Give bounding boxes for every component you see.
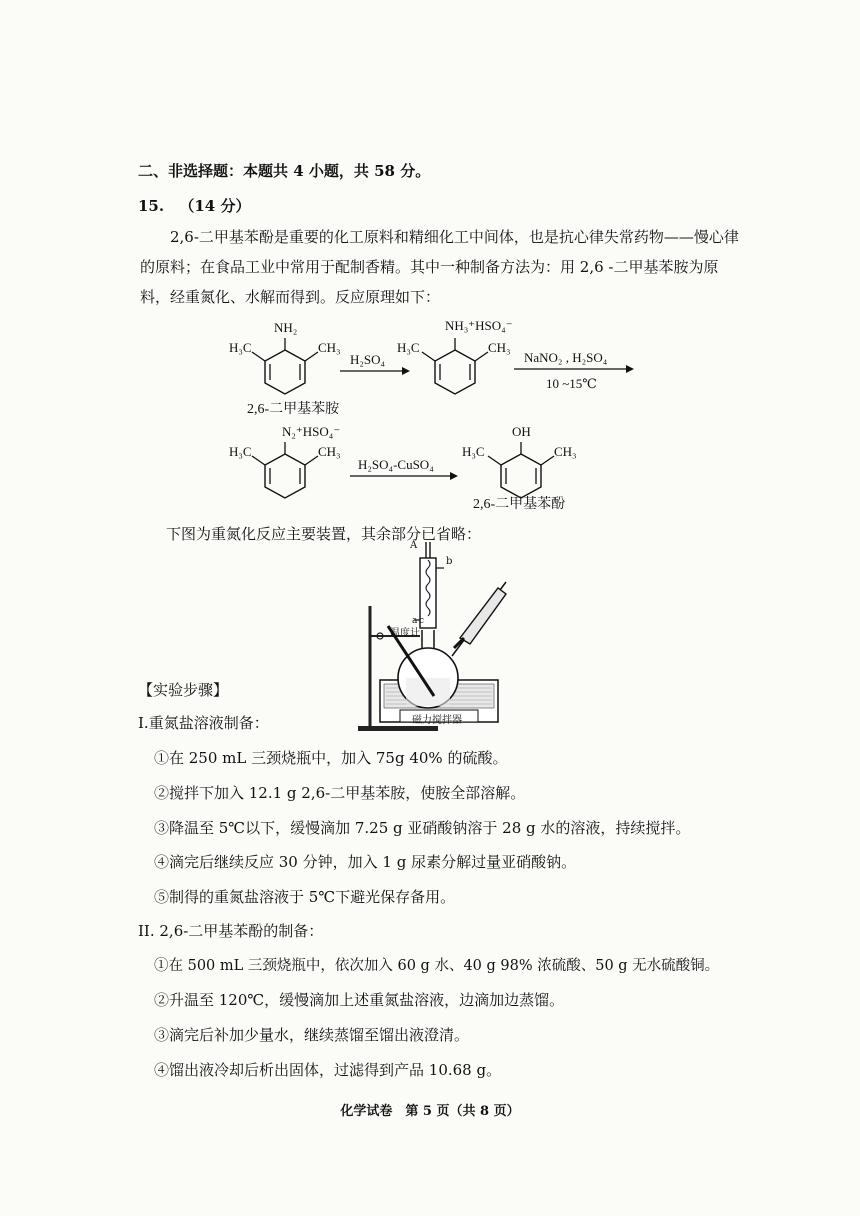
part1-step-1: ①在 250 mL 三颈烧瓶中，加入 75g 40% 的硫酸。 [154, 749, 508, 767]
m3-left-group: H₃C [229, 444, 252, 459]
part2-step-3: ③滴完后补加少量水，继续蒸馏至馏出液澄清。 [154, 1026, 470, 1044]
m4-left-group: H₃C [462, 444, 485, 459]
label-b: b [446, 556, 453, 567]
m4-right-group: CH₃ [554, 444, 577, 459]
label-thermometer: 温度计 [390, 628, 420, 639]
part2-title: II. 2,6-二甲基苯酚的制备： [138, 922, 324, 940]
label-stirrer: 磁力搅拌器 [412, 715, 462, 726]
m2-right-group: CH₃ [488, 340, 511, 355]
arrow1-reagent: H₂SO₄ [350, 352, 386, 367]
label-A: A [410, 540, 418, 551]
m4-top-group: OH [512, 424, 531, 439]
label-a: a [412, 616, 418, 626]
m4-name: 2,6-二甲基苯酚 [473, 497, 566, 512]
page-footer: 化学试卷 第 5 页（共 8 页） [340, 1104, 520, 1119]
steps-header: 【实验步骤】 [138, 681, 229, 699]
m1-name: 2,6-二甲基苯胺 [247, 402, 340, 417]
arrow3-reagent: H₂SO₄-CuSO₄ [358, 457, 434, 472]
benzene-ring-4 [498, 452, 558, 498]
apparatus-diagram [340, 538, 530, 738]
m2-left-group: H₃C [397, 340, 420, 355]
benzene-ring-2 [432, 348, 492, 394]
m3-right-group: CH₃ [318, 444, 341, 459]
m3-top-group: N₂⁺HSO₄⁻ [282, 424, 341, 439]
m2-top-group: NH₃⁺HSO₄⁻ [445, 318, 513, 333]
label-c: c [419, 616, 425, 626]
intro-paragraph: 2,6-二甲基苯酚是重要的化工原料和精细化工中间体，也是抗心律失常药物——慢心律的原料；在食品工业中常用于配制香精。其中一种制备方法为：用 2,6 -二甲基苯胺为原料，经重氮化、水解而得到。反应原理如下： [140, 228, 739, 306]
question-number: 15. [138, 197, 165, 215]
benzene-ring-1 [262, 348, 322, 394]
benzene-ring-3 [262, 452, 322, 498]
reaction-arrow-3 [350, 471, 458, 481]
part1-step-3: ③降温至 5℃以下，缓慢滴加 7.25 g 亚硝酸钠溶于 28 g 水的溶液，持续搅拌。 [154, 819, 691, 837]
part2-step-1: ①在 500 mL 三颈烧瓶中，依次加入 60 g 水、40 g 98% 浓硫酸、50 g 无水硫酸铜。 [154, 958, 720, 974]
reaction-arrow-2 [514, 364, 634, 374]
reaction-arrow-1 [340, 366, 410, 376]
part1-step-2: ②搅拌下加入 12.1 g 2,6-二甲基苯胺，使胺全部溶解。 [154, 784, 526, 802]
apparatus-intro: 下图为重氮化反应主要装置，其余部分已省略： [166, 525, 482, 543]
part2-step-4: ④馏出液冷却后析出固体，过滤得到产品 10.68 g。 [154, 1061, 502, 1079]
section-header: 二、非选择题：本题共 4 小题，共 58 分。 [138, 162, 431, 180]
question-header [138, 196, 250, 216]
m1-right-group: CH₃ [318, 340, 341, 355]
part1-step-4: ④滴完后继续反应 30 分钟，加入 1 g 尿素分解过量亚硝酸钠。 [154, 853, 577, 871]
part1-step-5: ⑤制得的重氮盐溶液于 5℃下避光保存备用。 [154, 888, 456, 906]
arrow2-condition: 10 ~15℃ [546, 376, 597, 391]
m1-left-group: H₃C [229, 340, 252, 355]
arrow2-reagent-top: NaNO₂ , H₂SO₄ [524, 350, 608, 365]
part1-title: I.重氮盐溶液制备： [138, 714, 269, 732]
m1-top-group: NH₂ [274, 320, 298, 335]
question-points: （14 分） [179, 197, 251, 215]
part2-step-2: ②升温至 120℃，缓慢滴加上述重氮盐溶液，边滴加边蒸馏。 [154, 991, 565, 1009]
